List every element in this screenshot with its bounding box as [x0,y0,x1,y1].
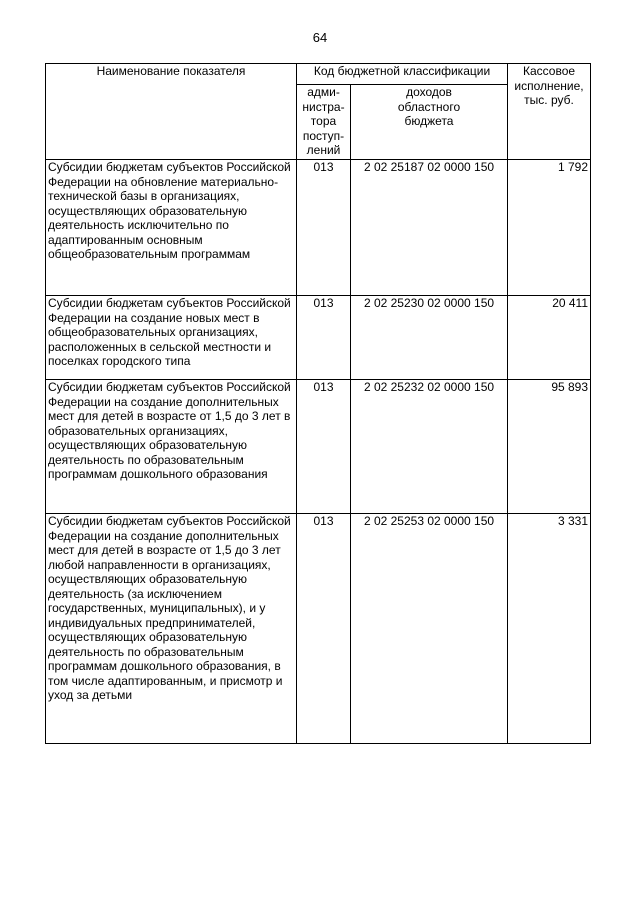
row-name-text: Субсидии бюджетам субъектов Российской Федерации на создание дополнительных мест для детей в возрасте от 1,5 до 3 лет в образовательных организациях, осуществляющих образовательную деятельность по образовательным программам дошкольного образования [48,380,291,481]
table-row [46,160,591,296]
row-income-code: 2 02 25232 02 0000 150 [351,380,508,514]
header-administrator: адми- нистра- тора поступ- лений [297,85,351,160]
row-admin-code: 013 [297,160,351,296]
page-number: 64 [312,30,328,45]
row-amount: 3 331 [508,514,591,744]
header-row-1 [46,64,591,85]
header-income-code: доходов областного бюджета [351,85,508,160]
budget-table [45,63,591,744]
row-income-code: 2 02 25187 02 0000 150 [351,160,508,296]
row-name [46,296,297,380]
row-amount: 95 893 [508,380,591,514]
row-amount: 20 411 [508,296,591,380]
row-amount: 1 792 [508,160,591,296]
row-income-code: 2 02 25253 02 0000 150 [351,514,508,744]
row-name [46,380,297,514]
header-cash-execution: Кассовое исполнение, тыс. руб. [508,64,591,160]
table-row [46,380,591,514]
row-admin-code: 013 [297,514,351,744]
row-name-text: Субсидии бюджетам субъектов Российской Федерации на создание новых мест в общеобразовательных организациях, расположенных в сельской местности и поселках городского типа [48,296,291,368]
row-name-text: Субсидии бюджетам субъектов Российской Федерации на создание дополнительных мест для детей в возрасте от 1,5 до 3 лет любой направленности в организациях, осуществляющих образовательную деятельность (за исключением государственных, муниципальных), и у индивидуальных предпринимателей, осуществляющих образовательную деятельность по образовательным программам дошкольного образования, в том числе адаптированным, и присмотр и уход за детьми [48,514,291,702]
row-name [46,514,297,744]
table-row [46,296,591,380]
row-name [46,160,297,296]
header-name: Наименование показателя [46,64,297,160]
row-income-code: 2 02 25230 02 0000 150 [351,296,508,380]
row-admin-code: 013 [297,380,351,514]
header-classification-code: Код бюджетной классификации [297,64,508,85]
row-admin-code: 013 [297,296,351,380]
table-row [46,514,591,744]
row-name-text: Субсидии бюджетам субъектов Российской Федерации на обновление материально-технической базы в организациях, осуществляющих образовательную деятельность исключительно по адаптированным основным общеобразовательным программам [48,160,291,261]
